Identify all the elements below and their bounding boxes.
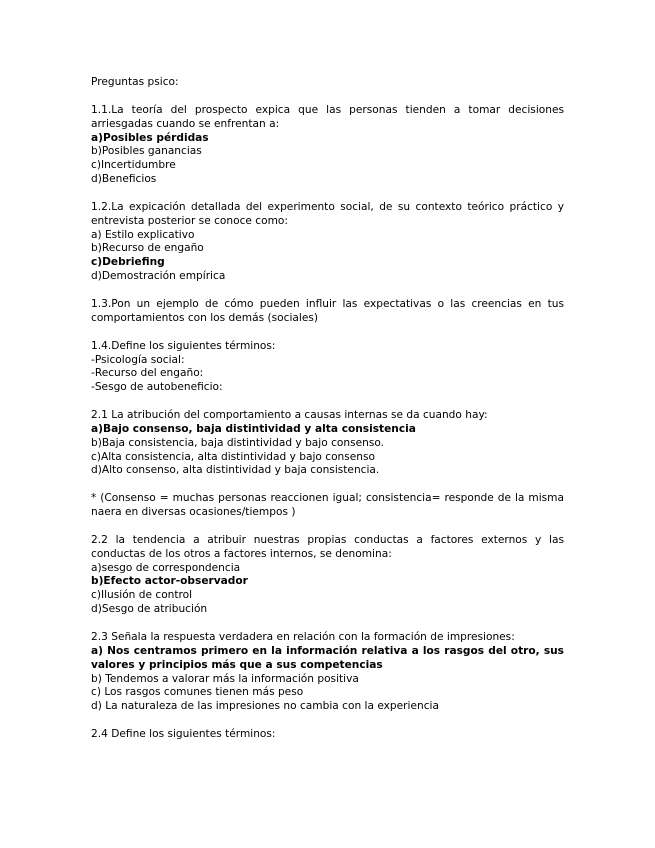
consensus-note: [91, 492, 564, 520]
answer-option: a)Posibles pérdidas: [91, 131, 209, 144]
question-text: 2.4 Define los siguientes términos:: [91, 728, 276, 741]
question-block-2-2: [91, 534, 564, 617]
question-text: 1.4.Define los siguientes términos:: [91, 339, 276, 352]
question-block-1-4: [91, 340, 564, 395]
answer-option: c)Debriefing: [91, 256, 165, 269]
term-item: -Psicología social:: [91, 353, 185, 366]
answer-option: a) Nos centramos primero en la información relativa a los rasgos del otro, sus valores y principios más que a sus competencias: [91, 644, 564, 671]
answer-option: a)sesgo de correspondencia: [91, 561, 241, 574]
answer-option: c) Los rasgos comunes tienen más peso: [91, 686, 304, 699]
term-item: -Recurso del engaño:: [91, 367, 204, 380]
question-text: 2.1 La atribución del comportamiento a causas internas se da cuando hay:: [91, 409, 488, 422]
document-content: [91, 76, 564, 756]
answer-option: b)Recurso de engaño: [91, 242, 204, 255]
question-block-1-3: [91, 298, 564, 326]
term-item: -Sesgo de autobeneficio:: [91, 381, 223, 394]
answer-option: c)Incertidumbre: [91, 159, 176, 172]
document-title: Preguntas psico:: [91, 76, 179, 88]
question-block-2-4: [91, 728, 564, 742]
answer-option: a) Estilo explicativo: [91, 228, 195, 241]
question-text: 1.3.Pon un ejemplo de cómo pueden influir las expectativas o las creencias en tus comportamientos con los demás (sociales): [91, 297, 564, 324]
question-block-1-1: [91, 104, 564, 187]
answer-option: d) La naturaleza de las impresiones no cambia con la experiencia: [91, 700, 439, 713]
answer-option: c)Ilusión de control: [91, 589, 193, 602]
answer-option: d)Beneficios: [91, 173, 157, 186]
answer-option: b)Efecto actor-observador: [91, 575, 248, 588]
answer-option: d)Alto consenso, alta distintividad y baja consistencia.: [91, 464, 380, 477]
question-block-2-1: [91, 409, 564, 478]
question-block-2-3: [91, 631, 564, 714]
answer-option: c)Alta consistencia, alta distintividad y bajo consenso: [91, 450, 376, 463]
answer-option: b) Tendemos a valorar más la información positiva: [91, 672, 359, 685]
question-text: 1.1.La teoría del prospecto expica que las personas tienden a tomar decisiones arriesgadas cuando se enfrentan a:: [91, 103, 564, 130]
question-text: 2.2 la tendencia a atribuir nuestras propias conductas a factores externos y las conductas de los otros a factores internos, se denomina:: [91, 533, 564, 560]
answer-option: b)Baja consistencia, baja distintividad y bajo consenso.: [91, 436, 385, 449]
answer-option: d)Demostración empírica: [91, 270, 226, 283]
answer-option: d)Sesgo de atribución: [91, 603, 208, 616]
note-text: * (Consenso = muchas personas reaccionen igual; consistencia= responde de la misma naera en diversas ocasiones/tiempos ): [91, 492, 564, 519]
answer-option: a)Bajo consenso, baja distintividad y alta consistencia: [91, 422, 416, 435]
question-text: 2.3 Señala la respuesta verdadera en relación con la formación de impresiones:: [91, 631, 515, 643]
question-text: 1.2.La expicación detallada del experimento social, de su contexto teórico práctico y entrevista posterior se conoce como:: [91, 200, 564, 227]
answer-option: b)Posibles ganancias: [91, 145, 202, 158]
question-block-1-2: [91, 201, 564, 284]
